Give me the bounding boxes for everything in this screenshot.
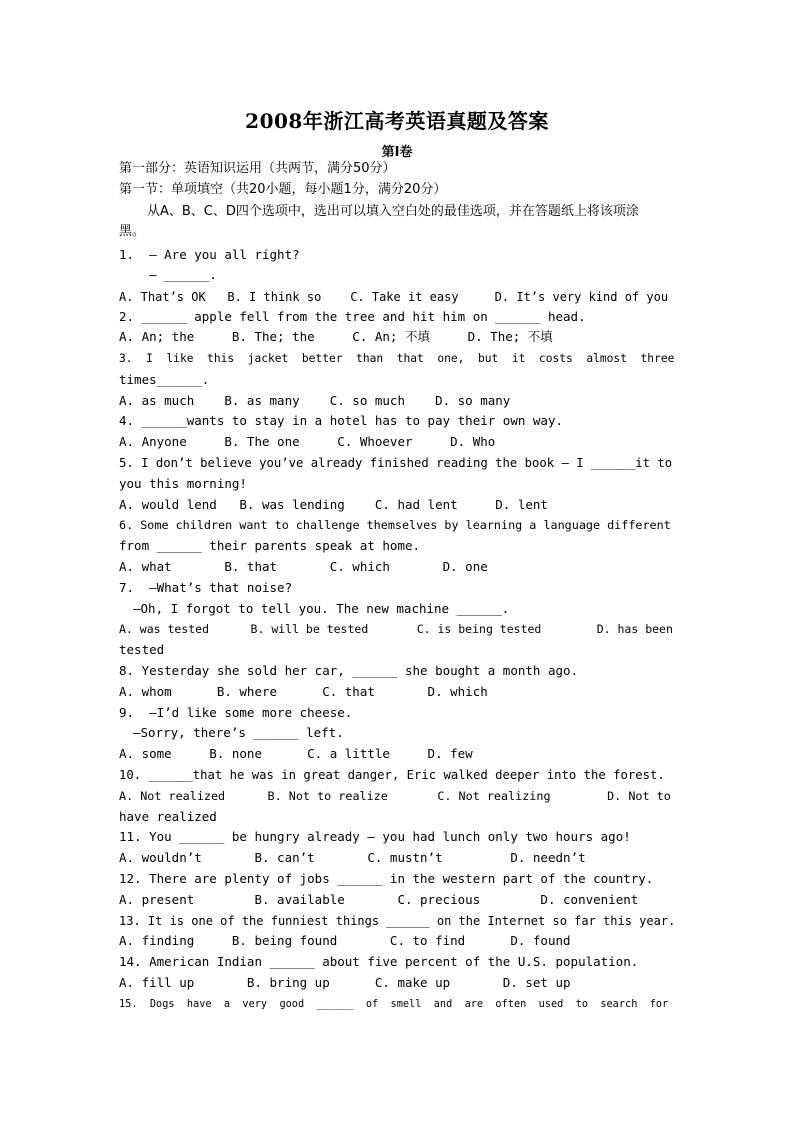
question-1: 1. — Are you all right? <box>119 247 300 262</box>
question-14-options: A. fill up B. bring up C. make up D. set up <box>119 975 571 990</box>
question-4: 4. ______wants to stay in a hotel has to pay their own way. <box>119 413 564 428</box>
question-10-options: A. Not realized B. Not to realize C. Not realizing D. Not to <box>119 789 671 803</box>
question-10-options-cont: have realized <box>119 809 217 824</box>
instruction-text: 从A、B、C、D四个选项中，选出可以填入空白处的最佳选项，并在答题纸上将该项涂 <box>147 204 639 219</box>
instruction-text-end: 黑。 <box>119 224 146 239</box>
question-15: 15. Dogs have a very good ______ of smell and are often used to search for <box>119 998 669 1010</box>
question-11-options: A. wouldn’t B. can’t C. mustn’t D. needn’t <box>119 850 586 865</box>
question-5-options: A. would lend B. was lending C. had lent D. lent <box>119 497 548 512</box>
question-13: 13. It is one of the funniest things ______ on the Internet so far this year. <box>119 914 676 928</box>
question-8: 8. Yesterday she sold her car, ______ she bought a month ago. <box>119 663 579 678</box>
question-1-options: A. That’s OK B. I think so C. Take it easy D. It’s very kind of you <box>119 290 669 304</box>
page-title: 2008年浙江高考英语真题及答案 <box>245 109 549 133</box>
section-heading: 第一节：单项填空（共20小题，每小题1分，满分20分） <box>119 182 447 197</box>
question-3: 3. I like this jacket better than that one, but it costs almost three <box>119 352 675 365</box>
question-9: 9. —I’d like some more cheese. <box>119 705 353 720</box>
part-heading: 第一部分：英语知识运用（共两节，满分50分） <box>119 161 396 176</box>
question-14: 14. American Indian ______ about five percent of the U.S. population. <box>119 954 639 969</box>
question-12: 12. There are plenty of jobs ______ in the western part of the country. <box>119 871 654 886</box>
question-5: 5. I don’t believe you’ve already finished reading the book — I ______it to <box>119 456 673 470</box>
question-2: 2. ______ apple fell from the tree and hit him on ______ head. <box>119 309 586 324</box>
question-4-options: A. Anyone B. The one C. Whoever D. Who <box>119 434 496 449</box>
question-6: 6. Some children want to challenge themselves by learning a language different <box>119 518 671 532</box>
question-2-options: A. An; the B. The; the C. An; 不填 D. The; 不填 <box>119 329 553 344</box>
question-13-options: A. finding B. being found C. to find D. found <box>119 933 571 948</box>
question-7-reply: —Oh, I forgot to tell you. The new machine ______. <box>133 601 510 616</box>
volume-heading: 第Ⅰ卷 <box>381 145 413 160</box>
question-1-reply: — ______. <box>149 267 217 282</box>
question-9-options: A. some B. none C. a little D. few <box>119 746 473 761</box>
question-7-options: A. was tested B. will be tested C. is being tested D. has been <box>119 622 673 636</box>
question-12-options: A. present B. available C. precious D. convenient <box>119 892 639 907</box>
question-5-cont: you this morning! <box>119 476 247 491</box>
question-6-options: A. what B. that C. which D. one <box>119 559 488 574</box>
question-7: 7. —What’s that noise? <box>119 580 293 595</box>
question-9-reply: —Sorry, there’s ______ left. <box>133 725 344 740</box>
question-3-cont: times______. <box>119 372 210 387</box>
question-7-options-cont: tested <box>119 642 165 657</box>
question-6-cont: from ______ their parents speak at home. <box>119 538 421 553</box>
question-3-options: A. as much B. as many C. so much D. so many <box>119 393 511 408</box>
question-11: 11. You ______ be hungry already — you had lunch only two hours ago! <box>119 829 631 844</box>
question-8-options: A. whom B. where C. that D. which <box>119 684 488 699</box>
question-10: 10. ______that he was in great danger, Eric walked deeper into the forest. <box>119 768 665 782</box>
